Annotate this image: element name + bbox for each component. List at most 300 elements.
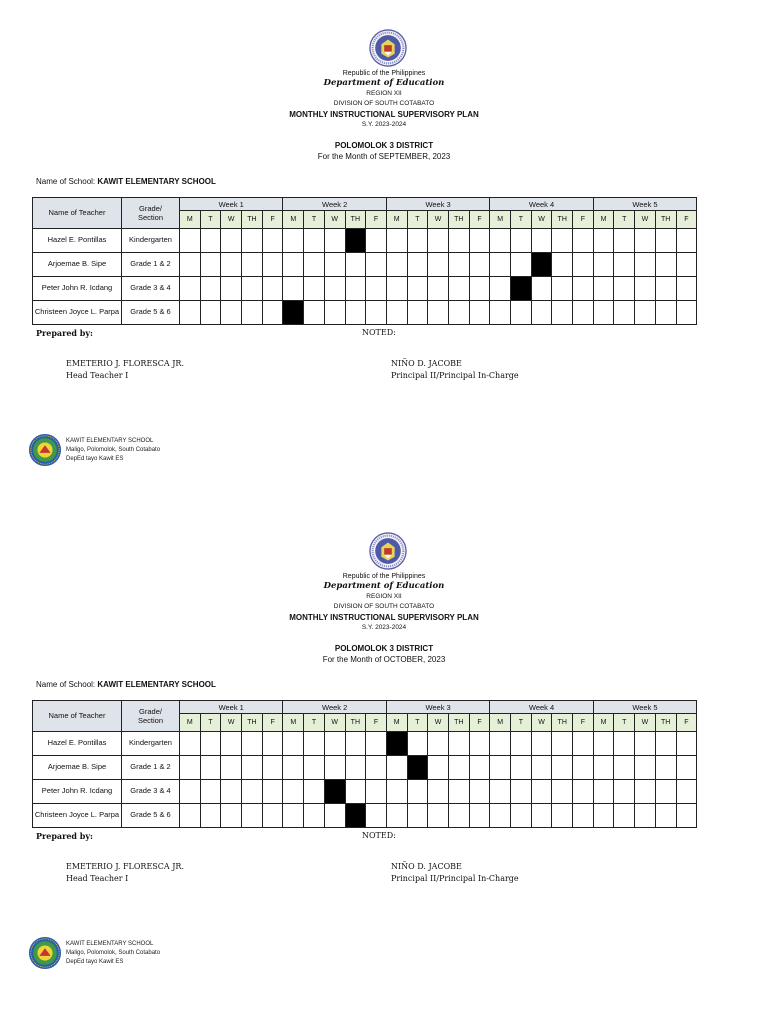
footer-page: DepEd tayo Kawit ES: [66, 456, 124, 462]
schedule-cell: [511, 732, 532, 756]
schedule-cell: [593, 780, 614, 804]
teacher-name: Arjoemae B. Sipe: [33, 756, 122, 780]
school-seal-logo: [28, 433, 62, 467]
day-header-w5-th: TH: [655, 714, 676, 732]
schedule-cell: [614, 732, 635, 756]
day-header-w3-m: M: [386, 714, 407, 732]
schedule-cell: [552, 780, 573, 804]
schedule-cell: [242, 804, 263, 828]
teacher-name: Hazel E. Pontillas: [33, 732, 122, 756]
schedule-cell: [262, 804, 283, 828]
day-header-w1-m: M: [180, 211, 201, 229]
division-heading: DIVISION OF SOUTH COTABATO: [333, 100, 435, 107]
schedule-cell: [635, 804, 656, 828]
day-header-w5-w: W: [635, 211, 656, 229]
schedule-cell: [676, 756, 697, 780]
schedule-cell: [386, 229, 407, 253]
teacher-name: Christeen Joyce L. Parpa: [33, 804, 122, 828]
day-header-w4-m: M: [490, 211, 511, 229]
day-header-w5-f: F: [676, 211, 697, 229]
grade-section: Grade 1 & 2: [122, 756, 180, 780]
day-header-w4-th: TH: [552, 714, 573, 732]
day-header-w5-m: M: [593, 211, 614, 229]
schedule-cell: [180, 301, 201, 325]
footer-page: DepEd tayo Kawit ES: [66, 959, 124, 965]
schedule-cell: [345, 301, 366, 325]
grade-section: Grade 5 & 6: [122, 804, 180, 828]
header-teacher: Name of Teacher: [33, 701, 122, 732]
schedule-cell: [304, 277, 325, 301]
grade-section: Kindergarten: [122, 732, 180, 756]
schedule-cell: [345, 277, 366, 301]
schedule-cell: [324, 732, 345, 756]
noted-by-role: Principal II/Principal In-Charge: [391, 874, 519, 883]
day-header-w1-t: T: [200, 211, 221, 229]
schedule-cell: [676, 780, 697, 804]
schedule-cell: [386, 301, 407, 325]
schedule-cell: [200, 804, 221, 828]
week-header-4: Week 4: [490, 198, 593, 211]
day-header-w4-w: W: [531, 211, 552, 229]
schedule-cell: [242, 253, 263, 277]
schedule-cell: [180, 804, 201, 828]
schedule-cell: [428, 732, 449, 756]
schedule-cell: [614, 780, 635, 804]
schedule-cell: [304, 301, 325, 325]
schedule-cell: [531, 229, 552, 253]
scheduled-visit-cell: [407, 756, 428, 780]
scheduled-visit-cell: [345, 804, 366, 828]
schedule-cell: [221, 301, 242, 325]
day-header-w4-t: T: [511, 714, 532, 732]
schedule-cell: [180, 756, 201, 780]
teacher-name: Peter John R. Icdang: [33, 780, 122, 804]
region-heading: REGION XII: [366, 593, 402, 600]
schedule-cell: [304, 732, 325, 756]
schedule-cell: [200, 229, 221, 253]
teacher-row: [33, 277, 697, 301]
schedule-cell: [531, 756, 552, 780]
schedule-cell: [262, 756, 283, 780]
day-header-w5-w: W: [635, 714, 656, 732]
day-header-w2-f: F: [366, 714, 387, 732]
schedule-cell: [552, 756, 573, 780]
schedule-cell: [469, 756, 490, 780]
schedule-cell: [614, 253, 635, 277]
schedule-cell: [490, 277, 511, 301]
schedule-cell: [531, 732, 552, 756]
district-heading: POLOMOLOK 3 DISTRICT: [334, 141, 434, 150]
schedule-cell: [655, 229, 676, 253]
footer-address: Maligo, Polomolok, South Cotabato: [66, 950, 161, 956]
header-teacher: Name of Teacher: [33, 198, 122, 229]
schedule-cell: [366, 804, 387, 828]
teacher-row: [33, 253, 697, 277]
schedule-cell: [655, 756, 676, 780]
schedule-cell: [469, 229, 490, 253]
schedule-cell: [593, 277, 614, 301]
schedule-cell: [573, 253, 594, 277]
schedule-cell: [242, 229, 263, 253]
prepared-by-role: Head Teacher I: [66, 371, 129, 380]
prepared-by-label: Prepared by:: [36, 831, 93, 841]
schedule-cell: [345, 780, 366, 804]
schedule-cell: [283, 253, 304, 277]
day-header-w3-f: F: [469, 211, 490, 229]
school-year: S.Y. 2023-2024: [361, 121, 407, 128]
plan-title: MONTHLY INSTRUCTIONAL SUPERVISORY PLAN: [289, 110, 479, 119]
school-name-line: [36, 680, 216, 689]
day-header-w3-t: T: [407, 714, 428, 732]
schedule-cell: [428, 229, 449, 253]
schedule-cell: [366, 756, 387, 780]
week-header-5: Week 5: [593, 701, 696, 714]
schedule-cell: [531, 277, 552, 301]
schedule-cell: [242, 732, 263, 756]
day-header-w1-f: F: [262, 714, 283, 732]
grade-section: Grade 5 & 6: [122, 301, 180, 325]
teacher-row: [33, 756, 697, 780]
schedule-cell: [635, 229, 656, 253]
week-header-4: Week 4: [490, 701, 593, 714]
grade-section: Kindergarten: [122, 229, 180, 253]
schedule-cell: [490, 732, 511, 756]
schedule-cell: [366, 229, 387, 253]
schedule-cell: [262, 732, 283, 756]
day-header-w1-f: F: [262, 211, 283, 229]
schedule-cell: [655, 780, 676, 804]
schedule-cell: [221, 253, 242, 277]
department-heading: Department of Education: [323, 78, 445, 88]
week-header-3: Week 3: [386, 701, 489, 714]
day-header-w3-th: TH: [448, 714, 469, 732]
footer-info: [66, 940, 160, 967]
prepared-by-label: Prepared by:: [36, 328, 93, 338]
schedule-cell: [448, 277, 469, 301]
schedule-cell: [180, 277, 201, 301]
schedule-cell: [676, 229, 697, 253]
teacher-name: Arjoemae B. Sipe: [33, 253, 122, 277]
schedule-cell: [511, 229, 532, 253]
teacher-name: Christeen Joyce L. Parpa: [33, 301, 122, 325]
noted-label: NOTED:: [362, 328, 396, 337]
schedule-cell: [366, 780, 387, 804]
schedule-cell: [200, 253, 221, 277]
teacher-name: Peter John R. Icdang: [33, 277, 122, 301]
day-header-w5-m: M: [593, 714, 614, 732]
day-header-w2-m: M: [283, 714, 304, 732]
day-header-w3-f: F: [469, 714, 490, 732]
schedule-cell: [324, 229, 345, 253]
division-heading: DIVISION OF SOUTH COTABATO: [333, 603, 435, 610]
header-grade-line1: Grade/: [139, 203, 162, 213]
schedule-cell: [304, 804, 325, 828]
teacher-row: [33, 301, 697, 325]
schedule-cell: [242, 301, 263, 325]
schedule-cell: [407, 732, 428, 756]
schedule-cell: [676, 732, 697, 756]
schedule-cell: [635, 732, 656, 756]
schedule-cell: [573, 804, 594, 828]
schedule-cell: [221, 229, 242, 253]
day-header-w3-w: W: [428, 211, 449, 229]
schedule-cell: [469, 780, 490, 804]
schedule-cell: [655, 732, 676, 756]
schedule-cell: [283, 804, 304, 828]
schedule-cell: [428, 756, 449, 780]
schedule-cell: [531, 780, 552, 804]
week-header-3: Week 3: [386, 198, 489, 211]
schedule-cell: [200, 732, 221, 756]
schedule-cell: [448, 229, 469, 253]
day-header-w2-m: M: [283, 211, 304, 229]
schedule-cell: [655, 804, 676, 828]
schedule-cell: [490, 804, 511, 828]
schedule-cell: [593, 253, 614, 277]
schedule-cell: [511, 253, 532, 277]
school-name-label: Name of School:: [36, 680, 96, 689]
school-name-line: [36, 177, 216, 186]
day-header-w2-t: T: [304, 714, 325, 732]
day-header-w4-th: TH: [552, 211, 573, 229]
schedule-cell: [635, 253, 656, 277]
schedule-cell: [469, 732, 490, 756]
schedule-cell: [262, 301, 283, 325]
schedule-cell: [428, 780, 449, 804]
schedule-cell: [490, 756, 511, 780]
schedule-cell: [531, 301, 552, 325]
teacher-name: Hazel E. Pontillas: [33, 229, 122, 253]
schedule-cell: [635, 780, 656, 804]
schedule-cell: [304, 229, 325, 253]
district-heading: POLOMOLOK 3 DISTRICT: [334, 644, 434, 653]
day-header-w1-w: W: [221, 714, 242, 732]
day-header-w1-w: W: [221, 211, 242, 229]
schedule-cell: [304, 780, 325, 804]
day-header-w4-m: M: [490, 714, 511, 732]
schedule-cell: [676, 301, 697, 325]
schedule-cell: [242, 277, 263, 301]
schedule-cell: [345, 253, 366, 277]
schedule-cell: [345, 732, 366, 756]
noted-label: NOTED:: [362, 831, 396, 840]
schedule-cell: [283, 756, 304, 780]
schedule-cell: [180, 229, 201, 253]
day-header-w4-t: T: [511, 211, 532, 229]
day-header-w5-t: T: [614, 714, 635, 732]
header-grade-section: [122, 701, 180, 732]
schedule-cell: [573, 732, 594, 756]
schedule-cell: [221, 277, 242, 301]
schedule-cell: [324, 804, 345, 828]
schedule-cell: [469, 253, 490, 277]
schedule-cell: [676, 277, 697, 301]
schedule-cell: [573, 229, 594, 253]
day-header-w4-f: F: [573, 714, 594, 732]
schedule-cell: [552, 277, 573, 301]
schedule-cell: [593, 756, 614, 780]
schedule-cell: [448, 780, 469, 804]
schedule-cell: [428, 804, 449, 828]
noted-by-role: Principal II/Principal In-Charge: [391, 371, 519, 380]
school-name: KAWIT ELEMENTARY SCHOOL: [97, 177, 216, 186]
schedule-cell: [593, 301, 614, 325]
day-header-w2-w: W: [324, 211, 345, 229]
schedule-cell: [221, 732, 242, 756]
day-header-w2-w: W: [324, 714, 345, 732]
schedule-cell: [655, 253, 676, 277]
country-heading: Republic of the Philippines: [342, 573, 426, 580]
week-header-1: Week 1: [180, 198, 283, 211]
teacher-row: [33, 804, 697, 828]
scheduled-visit-cell: [345, 229, 366, 253]
header-grade-line1: Grade/: [139, 706, 162, 716]
schedule-cell: [531, 804, 552, 828]
teacher-row: [33, 732, 697, 756]
day-header-w1-m: M: [180, 714, 201, 732]
header-grade-section: [122, 198, 180, 229]
schedule-cell: [552, 301, 573, 325]
schedule-cell: [448, 756, 469, 780]
schedule-cell: [573, 277, 594, 301]
schedule-cell: [635, 277, 656, 301]
week-header-row: [33, 701, 697, 714]
schedule-cell: [221, 780, 242, 804]
schedule-cell: [676, 804, 697, 828]
schedule-cell: [221, 804, 242, 828]
week-header-row: [33, 198, 697, 211]
header-grade-line2: Section: [137, 213, 164, 222]
schedule-cell: [283, 229, 304, 253]
schedule-cell: [407, 301, 428, 325]
schedule-cell: [490, 229, 511, 253]
schedule-cell: [614, 804, 635, 828]
plan-month: For the Month of OCTOBER, 2023: [322, 655, 446, 664]
week-header-5: Week 5: [593, 198, 696, 211]
schedule-cell: [324, 756, 345, 780]
schedule-cell: [614, 756, 635, 780]
schedule-cell: [614, 229, 635, 253]
supervisory-plan-page: [0, 503, 768, 993]
schedule-cell: [407, 253, 428, 277]
schedule-cell: [366, 277, 387, 301]
schedule-cell: [324, 253, 345, 277]
schedule-table: [32, 197, 697, 325]
schedule-cell: [593, 229, 614, 253]
schedule-cell: [635, 756, 656, 780]
schedule-cell: [448, 253, 469, 277]
day-header-w5-f: F: [676, 714, 697, 732]
prepared-by-name: EMETERIO J. FLORESCA JR.: [66, 359, 184, 368]
schedule-cell: [552, 804, 573, 828]
footer-school: KAWIT ELEMENTARY SCHOOL: [66, 941, 154, 947]
schedule-cell: [345, 756, 366, 780]
school-year: S.Y. 2023-2024: [361, 624, 407, 631]
schedule-cell: [469, 301, 490, 325]
schedule-cell: [448, 732, 469, 756]
noted-by-name: NIÑO D. JACOBE: [391, 359, 462, 368]
day-header-w3-th: TH: [448, 211, 469, 229]
schedule-cell: [283, 277, 304, 301]
schedule-cell: [283, 780, 304, 804]
schedule-cell: [366, 732, 387, 756]
schedule-cell: [262, 277, 283, 301]
schedule-cell: [511, 804, 532, 828]
plan-title: MONTHLY INSTRUCTIONAL SUPERVISORY PLAN: [289, 613, 479, 622]
department-heading: Department of Education: [323, 581, 445, 591]
schedule-cell: [469, 804, 490, 828]
footer-info: [66, 437, 160, 464]
scheduled-visit-cell: [511, 277, 532, 301]
schedule-cell: [552, 253, 573, 277]
school-name-label: Name of School:: [36, 177, 96, 186]
schedule-cell: [573, 756, 594, 780]
schedule-cell: [366, 253, 387, 277]
schedule-cell: [635, 301, 656, 325]
teacher-row: [33, 229, 697, 253]
schedule-cell: [593, 804, 614, 828]
schedule-cell: [180, 780, 201, 804]
grade-section: Grade 3 & 4: [122, 277, 180, 301]
schedule-cell: [386, 780, 407, 804]
day-header-w3-t: T: [407, 211, 428, 229]
school-seal-logo: [28, 936, 62, 970]
schedule-cell: [511, 301, 532, 325]
schedule-cell: [407, 780, 428, 804]
day-header-w5-t: T: [614, 211, 635, 229]
day-header-w3-m: M: [386, 211, 407, 229]
day-header-w4-w: W: [531, 714, 552, 732]
header-grade-line2: Section: [137, 716, 164, 725]
schedule-cell: [242, 756, 263, 780]
teacher-row: [33, 780, 697, 804]
schedule-cell: [490, 253, 511, 277]
region-heading: REGION XII: [366, 90, 402, 97]
day-header-w2-f: F: [366, 211, 387, 229]
schedule-cell: [593, 732, 614, 756]
scheduled-visit-cell: [531, 253, 552, 277]
day-header-w1-th: TH: [242, 714, 263, 732]
schedule-cell: [407, 277, 428, 301]
schedule-cell: [242, 780, 263, 804]
schedule-cell: [366, 301, 387, 325]
day-header-w1-th: TH: [242, 211, 263, 229]
schedule-cell: [676, 253, 697, 277]
schedule-cell: [221, 756, 242, 780]
day-header-w2-th: TH: [345, 714, 366, 732]
day-header-w4-f: F: [573, 211, 594, 229]
schedule-cell: [386, 804, 407, 828]
scheduled-visit-cell: [324, 780, 345, 804]
schedule-cell: [573, 780, 594, 804]
day-header-w5-th: TH: [655, 211, 676, 229]
day-header-w2-t: T: [304, 211, 325, 229]
schedule-cell: [511, 780, 532, 804]
schedule-cell: [304, 756, 325, 780]
grade-section: Grade 1 & 2: [122, 253, 180, 277]
schedule-cell: [573, 301, 594, 325]
country-heading: Republic of the Philippines: [342, 70, 426, 77]
school-name: KAWIT ELEMENTARY SCHOOL: [97, 680, 216, 689]
grade-section: Grade 3 & 4: [122, 780, 180, 804]
plan-month: For the Month of SEPTEMBER, 2023: [317, 152, 451, 161]
prepared-by-name: EMETERIO J. FLORESCA JR.: [66, 862, 184, 871]
schedule-cell: [180, 253, 201, 277]
footer-address: Maligo, Polomolok, South Cotabato: [66, 447, 161, 453]
schedule-cell: [614, 277, 635, 301]
scheduled-visit-cell: [283, 301, 304, 325]
schedule-cell: [200, 780, 221, 804]
